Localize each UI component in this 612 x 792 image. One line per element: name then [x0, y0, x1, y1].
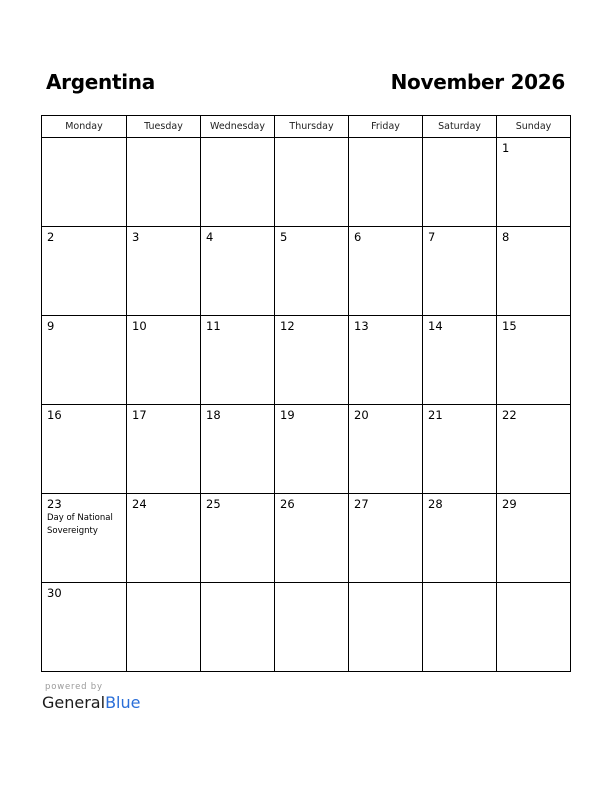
weekday-saturday: Saturday [423, 116, 497, 138]
day-number: 22 [502, 408, 517, 422]
day-cell [127, 227, 201, 316]
day-cell [127, 316, 201, 405]
day-number: 3 [132, 230, 140, 244]
day-number: 5 [280, 230, 288, 244]
day-number: 21 [428, 408, 443, 422]
day-cell [275, 316, 349, 405]
day-number: 16 [47, 408, 62, 422]
day-cell [497, 227, 571, 316]
day-number: 25 [206, 497, 221, 511]
powered-by-text: powered by [45, 682, 103, 692]
day-cell [423, 405, 497, 494]
day-cell [497, 316, 571, 405]
day-cell [42, 583, 127, 672]
day-cell [275, 405, 349, 494]
day-number: 8 [502, 230, 510, 244]
day-number: 6 [354, 230, 362, 244]
day-cell [201, 316, 275, 405]
day-number: 14 [428, 319, 443, 333]
day-cell [423, 227, 497, 316]
day-cell [497, 138, 571, 227]
day-number: 20 [354, 408, 369, 422]
weekday-thursday: Thursday [275, 116, 349, 138]
calendar-grid [41, 115, 571, 672]
day-number: 7 [428, 230, 436, 244]
day-cell [127, 405, 201, 494]
day-cell [201, 227, 275, 316]
day-number: 4 [206, 230, 214, 244]
country-title: Argentina [46, 70, 155, 94]
day-number: 2 [47, 230, 55, 244]
weekday-header-row [42, 116, 571, 138]
day-number: 30 [47, 586, 62, 600]
day-cell [275, 138, 349, 227]
day-cell [349, 405, 423, 494]
day-number: 1 [502, 141, 510, 155]
day-cell [42, 138, 127, 227]
day-cell [201, 583, 275, 672]
day-cell [349, 494, 423, 583]
day-cell [42, 316, 127, 405]
week-row [42, 405, 571, 494]
day-cell [423, 316, 497, 405]
day-cell [127, 583, 201, 672]
weekday-wednesday: Wednesday [201, 116, 275, 138]
week-row [42, 316, 571, 405]
day-cell [275, 227, 349, 316]
day-number: 15 [502, 319, 517, 333]
holiday-label: Day of National Sovereignty [47, 513, 113, 536]
day-number: 27 [354, 497, 369, 511]
generalblue-logo [42, 693, 140, 712]
week-row [42, 583, 571, 672]
day-cell [349, 316, 423, 405]
day-number: 12 [280, 319, 295, 333]
day-cell [423, 494, 497, 583]
month-year-title: November 2026 [390, 70, 565, 94]
day-cell [42, 494, 127, 583]
day-number: 18 [206, 408, 221, 422]
day-cell [127, 138, 201, 227]
day-number: 28 [428, 497, 443, 511]
day-number: 17 [132, 408, 147, 422]
day-number: 29 [502, 497, 517, 511]
day-cell [349, 138, 423, 227]
day-cell [127, 494, 201, 583]
day-number: 24 [132, 497, 147, 511]
day-cell [201, 405, 275, 494]
day-cell [423, 583, 497, 672]
week-row [42, 227, 571, 316]
brand-general-text: General [42, 693, 106, 712]
week-row [42, 138, 571, 227]
day-cell [497, 494, 571, 583]
day-cell [42, 405, 127, 494]
day-cell [275, 583, 349, 672]
day-number: 26 [280, 497, 295, 511]
day-cell [349, 227, 423, 316]
day-cell [201, 494, 275, 583]
day-number: 9 [47, 319, 55, 333]
week-row [42, 494, 571, 583]
weekday-sunday: Sunday [497, 116, 571, 138]
day-cell [497, 583, 571, 672]
brand-blue-text: Blue [105, 693, 141, 712]
day-number: 13 [354, 319, 369, 333]
weekday-monday: Monday [42, 116, 127, 138]
day-cell [497, 405, 571, 494]
weekday-tuesday: Tuesday [127, 116, 201, 138]
weekday-friday: Friday [349, 116, 423, 138]
day-number: 19 [280, 408, 295, 422]
day-number: 10 [132, 319, 147, 333]
day-number: 23 [47, 497, 62, 511]
day-cell [275, 494, 349, 583]
day-cell [349, 583, 423, 672]
day-cell [42, 227, 127, 316]
day-cell [201, 138, 275, 227]
day-cell [423, 138, 497, 227]
day-number: 11 [206, 319, 221, 333]
